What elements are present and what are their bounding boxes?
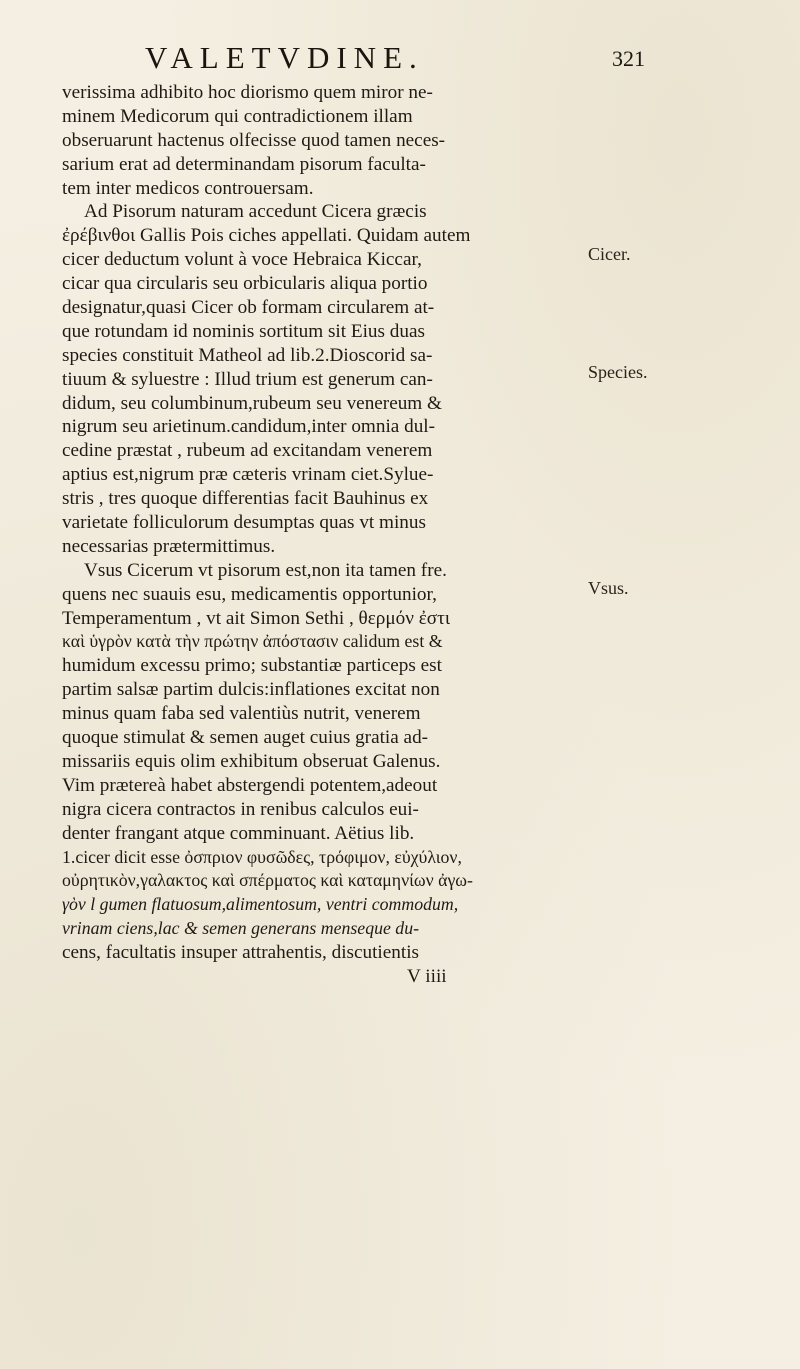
text-line: cens, facultatis insuper attrahentis, discutientis	[62, 942, 420, 964]
text-line: obseruarunt hactenus olfecisse quod tamen neces-	[62, 129, 446, 151]
italic-text-line: γὸν l gumen flatuosum,alimentosum, ventri commodum,	[62, 894, 459, 915]
signature-mark: V iiii	[407, 965, 447, 987]
text-line: necessarias prætermittimus.	[62, 535, 276, 557]
text-line: sarium erat ad determinandam pisorum faculta-	[62, 153, 426, 175]
text-line: minem Medicorum qui contradictionem illam	[62, 105, 413, 127]
text-line: didum, seu columbinum,rubeum seu venereum &	[62, 392, 442, 414]
text-line: designatur,quasi Cicer ob formam circularem at-	[62, 297, 435, 319]
text-line: minus quam faba sed valentiùs nutrit, venerem	[62, 703, 421, 725]
text-line: varietate folliculorum desumptas quas vt minus	[62, 512, 426, 534]
text-line: nigra cicera contractos in renibus calculos eui-	[62, 798, 419, 820]
text-line: cicer deductum volunt à voce Hebraica Kiccar,	[62, 249, 422, 271]
text-line: humidum excessu primo; substantiæ particeps est	[62, 655, 442, 677]
text-line: aptius est,nigrum præ cæteris vrinam ciet.Sylue-	[62, 464, 434, 486]
text-line: quens nec suauis esu, medicamentis opportunior,	[62, 583, 437, 605]
text-line: verissima adhibito hoc diorismo quem miror ne-	[62, 82, 433, 103]
text-line: Vim prætereà habet abstergendi potentem,adeout	[62, 774, 438, 796]
margin-note-vsus: Vsus.	[588, 578, 629, 598]
text-line: species constituit Matheol ad lib.2.Dioscorid sa-	[62, 344, 433, 366]
running-title: VALETVDINE.	[145, 40, 424, 75]
text-line: missariis equis olim exhibitum obseruat Galenus.	[62, 750, 441, 772]
text-line: Ad Pisorum naturam accedunt Cicera græcis	[84, 201, 427, 223]
text-line: Vsus Cicerum vt pisorum est,non ita tamen fre.	[84, 559, 447, 581]
greek-text-line: καὶ ὑγρὸν κατὰ τὴν πρώτην ἀπόστασιν calidum est &	[62, 631, 443, 652]
text-line: nigrum seu arietinum.candidum,inter omnia dul-	[62, 416, 436, 438]
italic-text-line: vrinam ciens,lac & semen generans menseque du-	[62, 918, 420, 939]
text-line: cicar qua circularis seu orbicularis aliqua portio	[62, 273, 428, 295]
margin-note-species: Species.	[588, 362, 648, 382]
body-text	[62, 81, 562, 989]
text-line: tem inter medicos controuersam.	[62, 177, 314, 199]
text-line: quoque stimulat & semen auget cuius gratia ad-	[62, 727, 429, 749]
margin-note-cicer: Cicer.	[588, 244, 631, 264]
text-line: Temperamentum , vt ait Simon Sethi , θερμόν ἐστι	[62, 607, 451, 629]
text-line: cedine præstat , rubeum ad excitandam venerem	[62, 440, 433, 462]
text-line: que rotundam id nominis sortitum sit Eius duas	[62, 320, 425, 342]
text-line: denter frangant atque comminuant. Aëtius lib.	[62, 822, 415, 844]
page-number: 321	[612, 46, 645, 71]
greek-text-line: 1.cicer dicit esse ὀσπριον φυσῶδες, τρόφιμον, εὐχύλιον,	[62, 846, 462, 867]
text-line: tiuum & syluestre : Illud trium est generum can-	[62, 368, 433, 390]
running-head	[145, 40, 645, 80]
text-line: ἐρέβινθοι Gallis Pois ciches appellati. Quidam autem	[62, 225, 471, 247]
text-line: stris , tres quoque differentias facit Bauhinus ex	[62, 488, 429, 510]
text-line: partim salsæ partim dulcis:inflationes excitat non	[62, 679, 440, 701]
greek-text-line: οὐρητικὸν,γαλακτος καὶ σπέρματος καὶ καταμηνίων ἀγω-	[62, 870, 473, 891]
